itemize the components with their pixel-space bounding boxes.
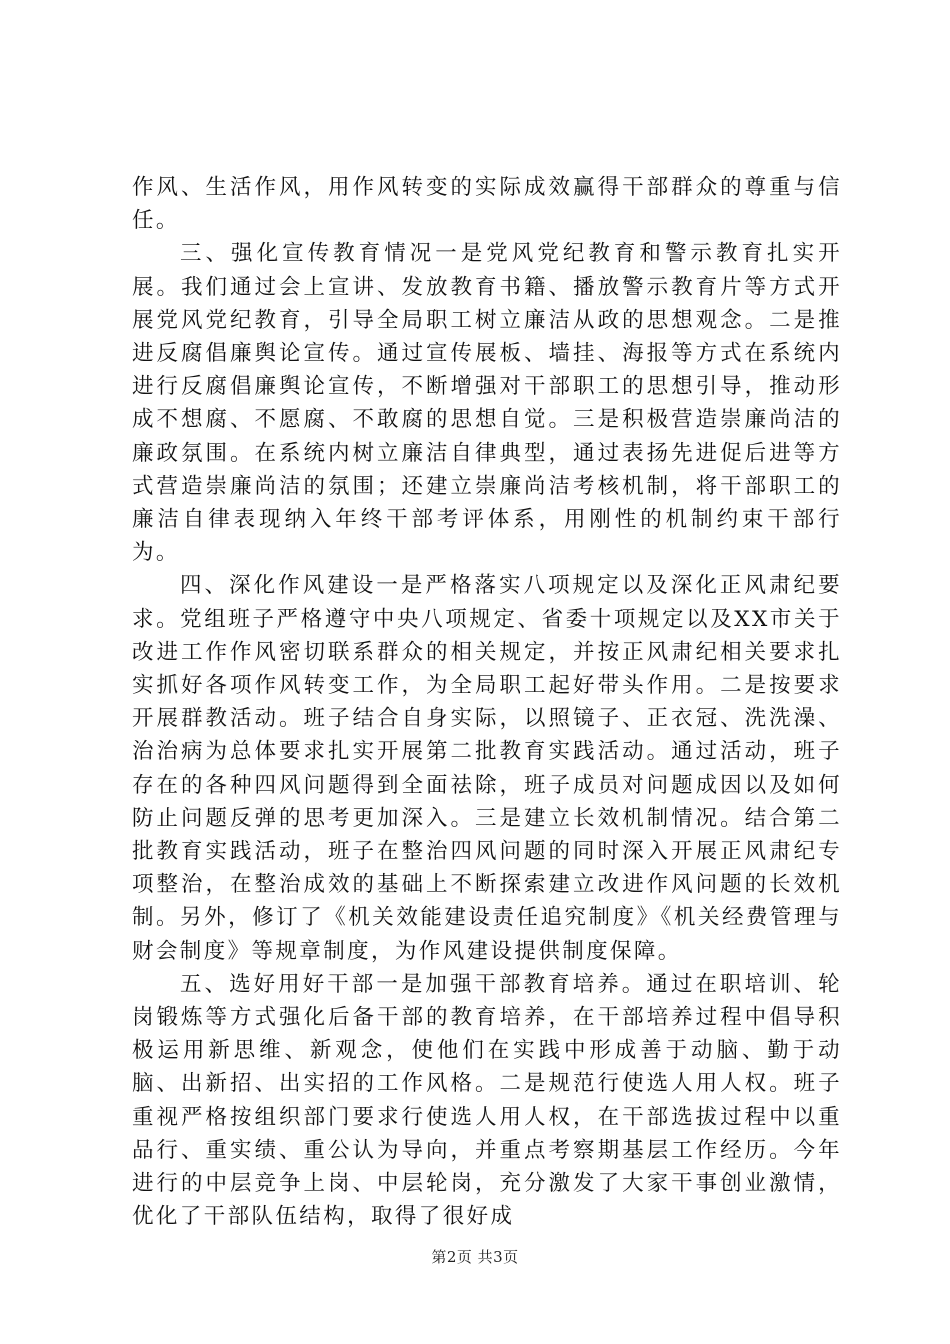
paragraph-cadre-selection: 五、选好用好干部一是加强干部教育培养。通过在职培训、轮岗锻炼等方式强化后备干部的教育培养，在干部培养过程中倡导积极运用新思维、新观念，使他们在实践中形成善于动脑、勤于动脑、出新招、出实招的工作风格。二是规范行使选人用人权。班子重视严格按组织部门要求行使选人用人权，在干部选拔过程中以重品行、重实绩、重公认为导向，并重点考察期基层工作经历。今年进行的中层竞争上岗、中层轮岗，充分激发了大家干事创业激情，优化了干部队伍结构，取得了很好成 — [132, 971, 842, 1230]
paragraph-continuation: 作风、生活作风，用作风转变的实际成效赢得干部群众的尊重与信任。 — [132, 175, 842, 234]
paragraph-publicity-education: 三、强化宣传教育情况一是党风党纪教育和警示教育扎实开展。我们通过会上宣讲、发放教育书籍、播放警示教育片等方式开展党风党纪教育，引导全局职工树立廉洁从政的思想观念。二是推进反腐倡廉舆论宣传。通过宣传展板、墙挂、海报等方式在系统内进行反腐倡廉舆论宣传，不断增强对干部职工的思想引导，推动形成不想腐、不愿腐、不敢腐的思想自觉。三是积极营造崇廉尚洁的廉政氛围。在系统内树立廉洁自律典型，通过表扬先进促后进等方式营造崇廉尚洁的氛围；还建立崇廉尚洁考核机制，将干部职工的廉洁自律表现纳入年终干部考评体系，用刚性的机制约束干部行为。 — [132, 241, 842, 566]
paragraph-work-style: 四、深化作风建设一是严格落实八项规定以及深化正风肃纪要求。党组班子严格遵守中央八项规定、省委十项规定以及XX市关于改进工作作风密切联系群众的相关规定，并按正风肃纪相关要求扎实抓好各项作风转变工作，为全局职工起好带头作用。二是按要求开展群教活动。班子结合自身实际，以照镜子、正衣冠、洗洗澡、治治病为总体要求扎实开展第二批教育实践活动。通过活动，班子存在的各种四风问题得到全面祛除，班子成员对问题成因以及如何防止问题反弹的思考更加深入。三是建立长效机制情况。结合第二批教育实践活动，班子在整治四风问题的同时深入开展正风肃纪专项整治，在整治成效的基础上不断探索建立改进作风问题的长效机制。另外，修订了《机关效能建设责任追究制度》《机关经费管理与财会制度》等规章制度，为作风建设提供制度保障。 — [132, 573, 842, 964]
document-body — [132, 171, 842, 1234]
page-number-footer: 第2页 共3页 — [431, 1248, 519, 1266]
